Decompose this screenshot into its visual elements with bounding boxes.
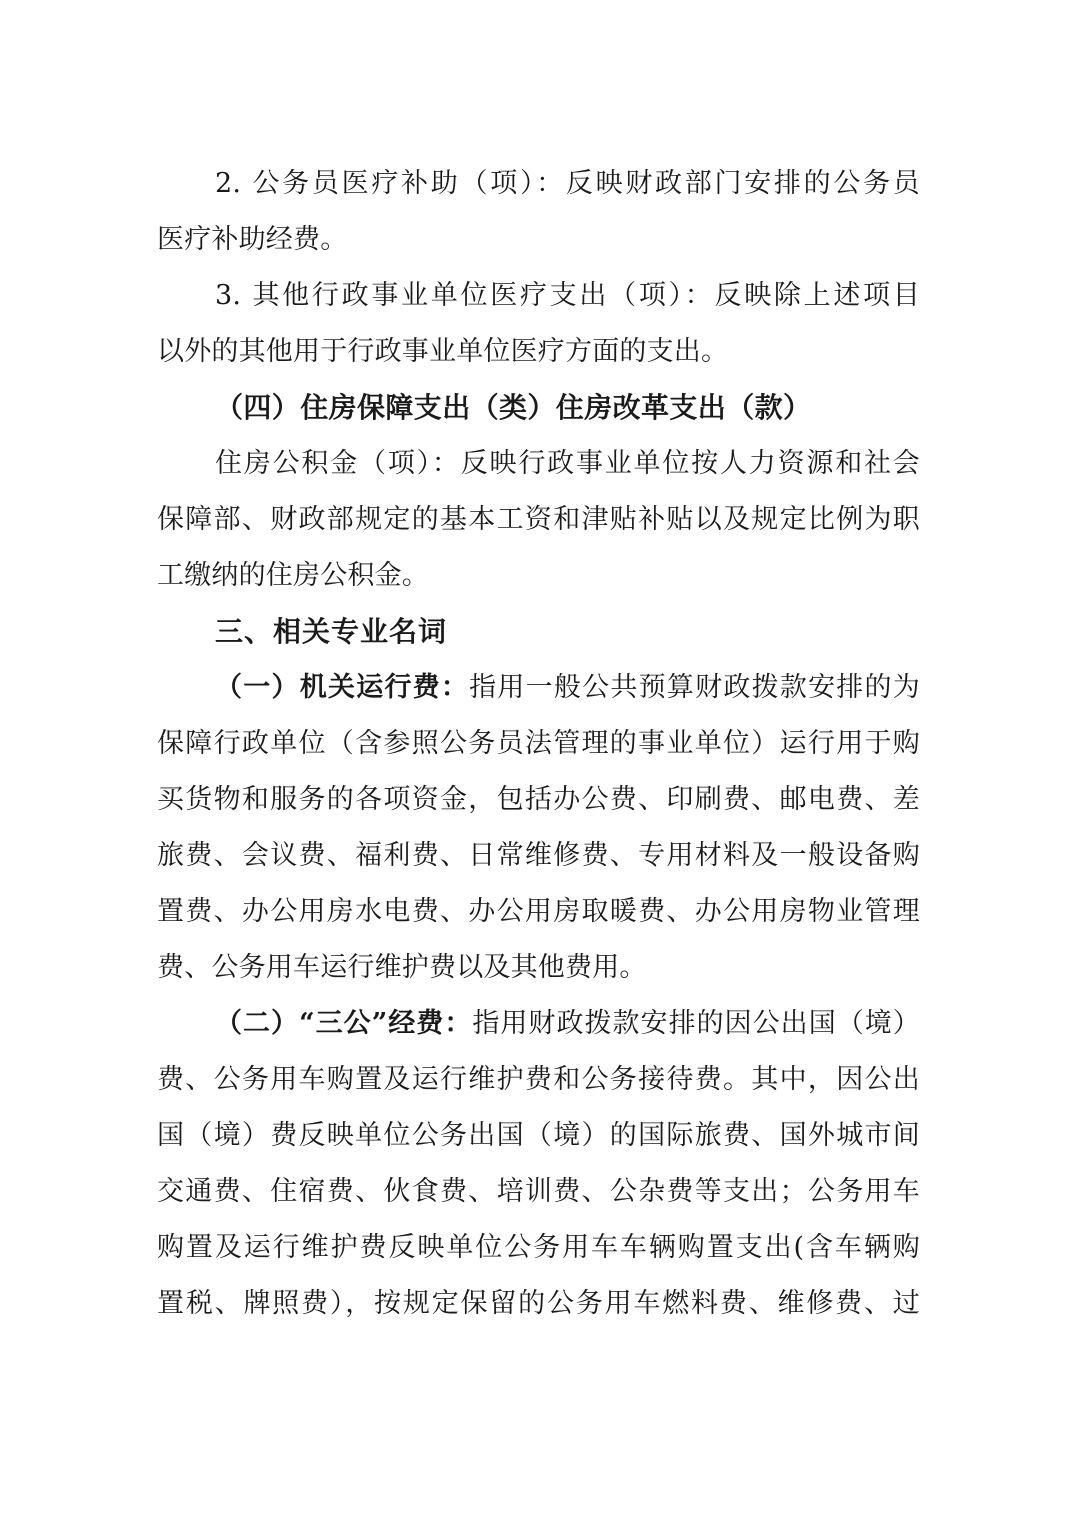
paragraph-line (157, 1108, 920, 1164)
text-run: 工缴纳的住房公积金。 (157, 560, 429, 591)
text-run: 指用一般公共预算财政拨款安排的为 (469, 672, 920, 703)
text-run: 医疗补助经费。 (157, 224, 348, 255)
paragraph-line (157, 1276, 920, 1332)
paragraph-line (157, 716, 920, 772)
paragraph-line (157, 772, 920, 828)
term-name-agency-operating-cost: （一）机关运行费： (215, 672, 470, 703)
text-run: 旅费、会议费、福利费、日常维修费、专用材料及一般设备购 (157, 840, 920, 871)
text-run: 置费、办公用房水电费、办公用房取暖费、办公用房物业管理 (157, 896, 920, 927)
paragraph-line (157, 436, 920, 492)
text-run: 保障行政单位（含参照公务员法管理的事业单位）运行用于购 (157, 728, 920, 759)
text-run: 三、相关专业名词 (215, 615, 448, 648)
text-run: 2. 公务员医疗补助（项）：反映财政部门安排的公务员 (215, 168, 920, 199)
paragraph-line (157, 828, 920, 884)
text-run: 住房公积金（项）：反映行政事业单位按人力资源和社会 (215, 448, 920, 479)
paragraph-line (157, 884, 920, 940)
text-run: 交通费、住宿费、伙食费、培训费、公杂费等支出；公务用车 (157, 1176, 920, 1207)
text-block (157, 156, 920, 1332)
text-run: 保障部、财政部规定的基本工资和津贴补贴以及规定比例为职 (157, 504, 920, 535)
paragraph-line (157, 1220, 920, 1276)
text-run: 国（境）费反映单位公务出国（境）的国际旅费、国外城市间 (157, 1120, 920, 1151)
paragraph-line (157, 156, 920, 212)
text-run: （四）住房保障支出（类）住房改革支出（款） (215, 391, 812, 424)
text-run: 指用财政拨款安排的因公出国（境） (472, 1008, 920, 1039)
paragraph-line (157, 324, 920, 380)
text-run: 买货物和服务的各项资金，包括办公费、印刷费、邮电费、差 (157, 784, 920, 815)
text-run: 费、公务用车购置及运行维护费和公务接待费。其中，因公出 (157, 1064, 920, 1095)
paragraph-line (157, 548, 920, 604)
paragraph-line (157, 660, 920, 716)
paragraph-line (157, 212, 920, 268)
text-run: 费、公务用车运行维护费以及其他费用。 (157, 952, 647, 983)
paragraph-line (157, 940, 920, 996)
paragraph-line (157, 1052, 920, 1108)
text-run: 以外的其他用于行政事业单位医疗方面的支出。 (157, 336, 729, 367)
text-run: 3. 其他行政事业单位医疗支出（项）：反映除上述项目 (215, 280, 920, 311)
section-heading-terms (157, 604, 920, 660)
paragraph-line (157, 996, 920, 1052)
text-run: 购置及运行维护费反映单位公务用车车辆购置支出(含车辆购 (157, 1232, 920, 1263)
paragraph-line (157, 268, 920, 324)
text-run: 置税、牌照费），按规定保留的公务用车燃料费、维修费、过 (157, 1288, 920, 1319)
paragraph-line (157, 1164, 920, 1220)
paragraph-line (157, 492, 920, 548)
term-name-three-public-expenses: （二）“三公”经费： (215, 1008, 473, 1039)
section-heading-housing (157, 380, 920, 436)
